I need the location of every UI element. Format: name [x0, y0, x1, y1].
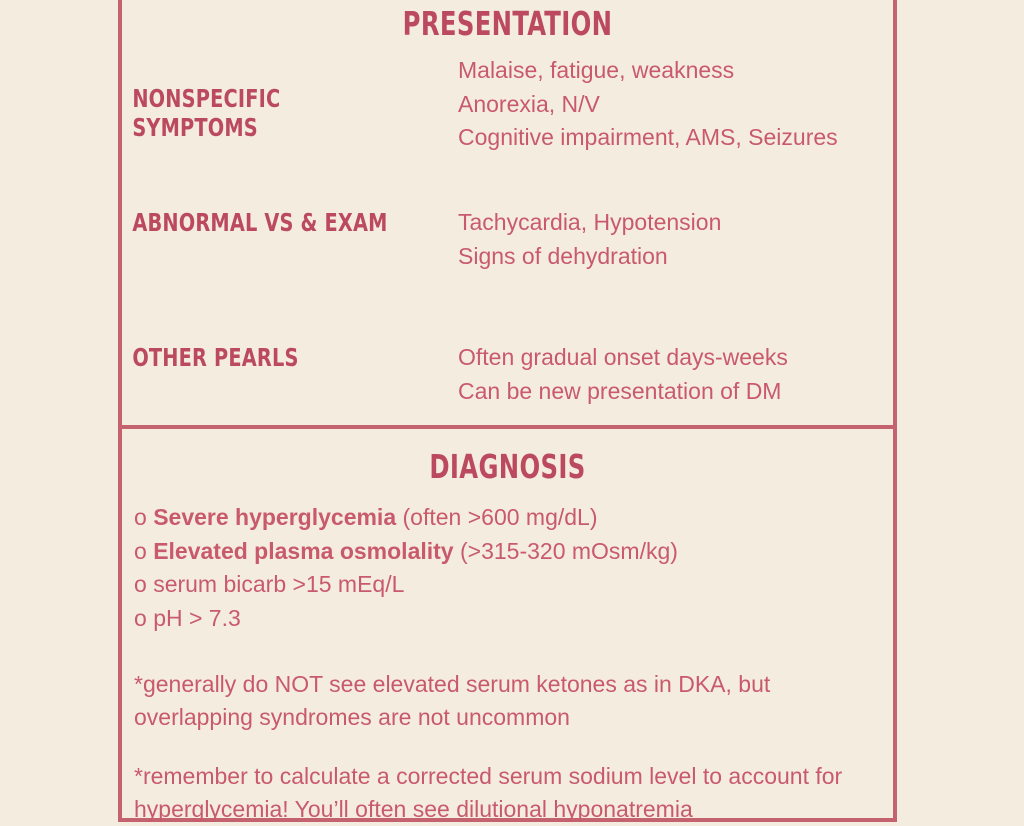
diagnosis-note-corrected-sodium: *remember to calculate a corrected serum sodium level to account for hyperglycemia! You’ll often see dilutional hyponatremia	[134, 763, 843, 822]
row-content-abnormal-vs-exam	[458, 181, 893, 273]
list-item: Often gradual onset days-weeks	[458, 344, 788, 370]
list-item: Can be new presentation of DM	[458, 377, 782, 404]
list-item: Malaise, fatigue, weakness	[458, 57, 735, 83]
row-label-nonspecific-symptoms: NONSPECIFIC SYMPTOMS	[132, 84, 281, 142]
table-row	[122, 45, 893, 181]
table-row	[122, 181, 893, 315]
row-content-other-pearls	[458, 315, 893, 408]
bullet-detail-text: serum bicarb >15 mEq/L	[153, 571, 405, 597]
list-item	[134, 535, 883, 569]
list-item	[134, 602, 883, 636]
presentation-section-title: PRESENTATION	[402, 4, 613, 43]
diagnosis-section-title: DIAGNOSIS	[429, 447, 586, 486]
bullet-detail-text: pH > 7.3	[153, 604, 241, 631]
bullet-detail-text: (>315-320 mOsm/kg)	[459, 537, 678, 564]
bullet-marker: o	[134, 537, 147, 564]
list-item: Anorexia, N/V	[458, 90, 600, 117]
bullet-marker: o	[134, 604, 147, 631]
bullet-detail-text: (often >600 mg/dL)	[402, 504, 598, 530]
list-item: Cognitive impairment, AMS, Seizures	[458, 124, 838, 150]
list-item	[134, 501, 883, 535]
list-item: Tachycardia, Hypotension	[458, 209, 722, 235]
list-item	[134, 568, 883, 602]
row-label-abnormal-vs-exam: ABNORMAL VS & EXAM	[132, 208, 388, 237]
bullet-marker: o	[134, 571, 147, 597]
diagnosis-body	[134, 501, 883, 826]
list-item: Signs of dehydration	[458, 242, 668, 269]
row-content-nonspecific-symptoms	[458, 45, 893, 155]
bullet-lead-text: Severe hyperglycemia	[153, 504, 397, 530]
bullet-marker: o	[134, 504, 147, 530]
presentation-rows	[122, 45, 893, 435]
reference-card	[118, 0, 897, 822]
table-row	[122, 315, 893, 435]
bullet-lead-text: Elevated plasma osmolality	[153, 537, 454, 564]
diagnosis-note-ketones: *generally do NOT see elevated serum ketones as in DKA, but overlapping syndromes are not uncommon	[134, 671, 771, 730]
row-label-other-pearls: OTHER PEARLS	[132, 343, 299, 372]
